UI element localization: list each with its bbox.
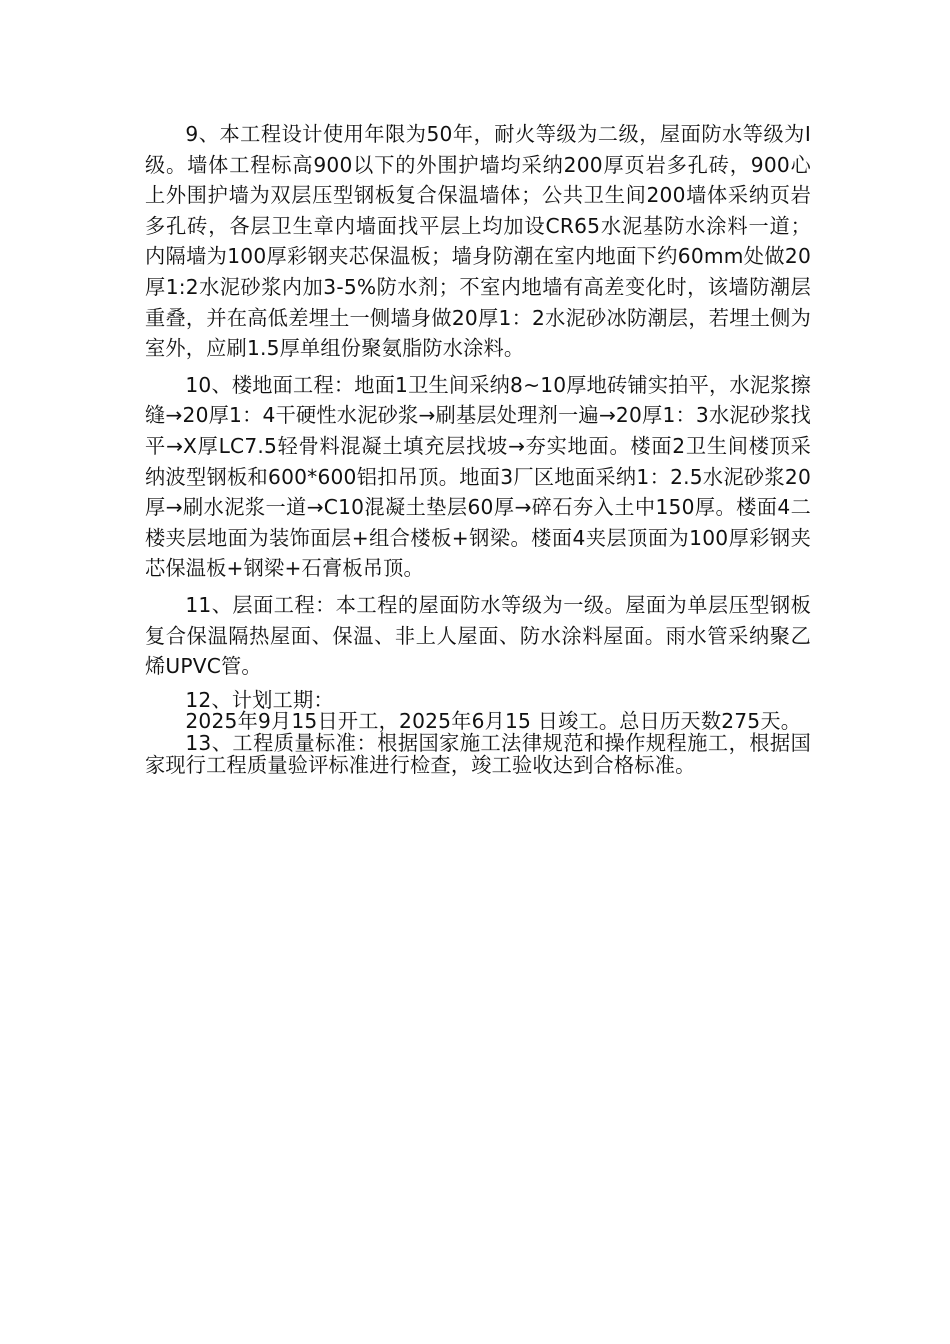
document-page xyxy=(145,119,811,777)
paragraph-schedule-heading: 12、计划工期： xyxy=(185,687,334,712)
paragraph-quality-standard: 13、工程质量标准：根据国家施工法律规范和操作规程施工，根据国家现行工程质量验评标准进行检查，竣工验收达到合格标准。 xyxy=(145,731,811,778)
paragraph-design-life: 9、本工程设计使用年限为50年，耐火等级为二级，屋面防水等级为Ⅰ级。墙体工程标高900以下的外围护墙均采纳200厚页岩多孔砖，900心上外围护墙为双层压型钢板复合保温墙体；公共卫生间200墙体采纳页岩多孔砖，各层卫生章内墙面找平层上均加设CR65水泥基防水涂料一道；内隔墙为100厚彩钢夹芯保温板；墙身防潮在室内地面下约60mm处做20厚1:2水泥砂浆内加3-5%防水剂；不室内地墙有高差变化时，该墙防潮层重叠，并在高低差埋土一侧墙身做20厚1：2水泥砂冰防潮层，若埋土侧为室外，应刷1.5厚单组份聚氨脂防水涂料。 xyxy=(145,122,811,361)
paragraph-schedule-dates: 2025年9月15日开工，2025年6月15 日竣工。总日历天数275天。 xyxy=(185,709,802,734)
paragraph-floor-works: 10、楼地面工程：地面1卫生间采纳8~10厚地砖铺实拍平，水泥浆擦缝→20厚1：4干硬性水泥砂浆→刷基层处理剂一遍→20厚1：3水泥砂浆找平→X厚LC7.5轻骨料混凝土填充层找坡→夯实地面。楼面2卫生间楼顶采纳波型钢板和600*600铝扣吊顶。地面3厂区地面采纳1：2.5水泥砂浆20厚→刷水泥浆一道→C10混凝土垫层60厚→碎石夯入土中150厚。楼面4二楼夹层地面为装饰面层+组合楼板+钢梁。楼面4夹层顶面为100厚彩钢夹芯保温板+钢梁+石膏板吊顶。 xyxy=(145,372,811,581)
paragraph-roof-works: 11、层面工程：本工程的屋面防水等级为一级。屋面为单层压型钢板复合保温隔热屋面、保温、非上人屋面、防水涂料屋面。雨水管采纳聚乙烯UPVC管。 xyxy=(145,592,811,679)
